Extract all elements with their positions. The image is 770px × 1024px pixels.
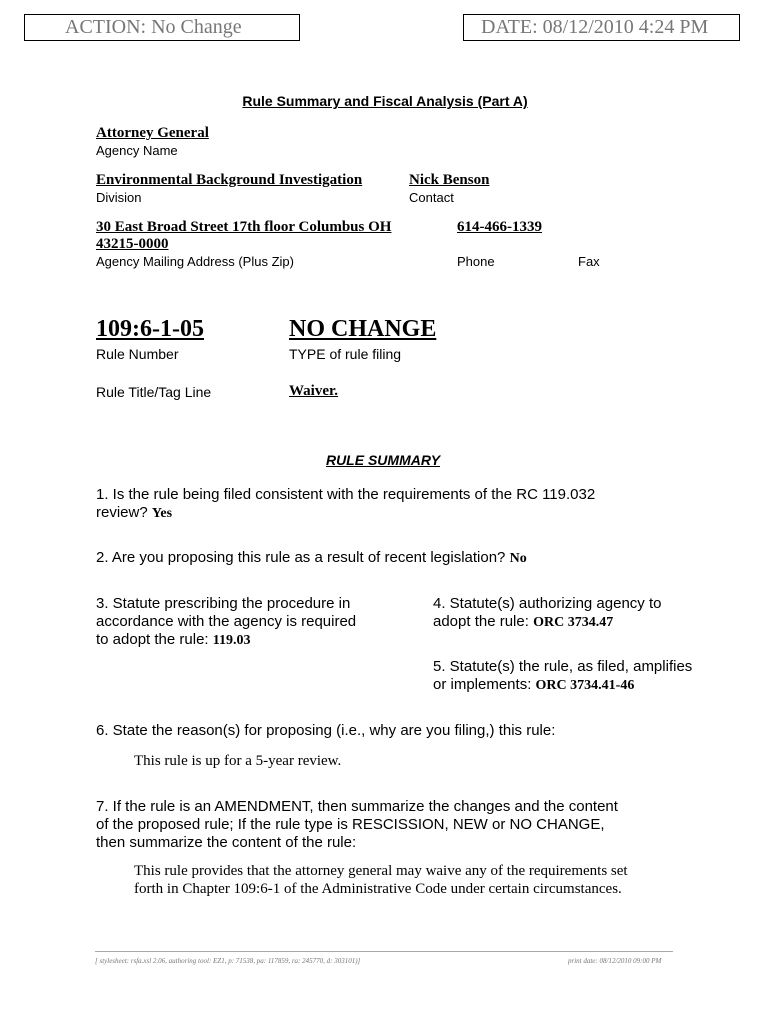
question-4-line-1: 4. Statute(s) authorizing agency to (433, 595, 662, 612)
rule-type-label: TYPE of rule filing (289, 346, 402, 362)
question-2 (96, 549, 527, 568)
address-line-1: 30 East Broad Street 17th floor Columbus OH (96, 219, 392, 235)
action-box (24, 14, 300, 41)
question-7-line-1: 7. If the rule is an AMENDMENT, then summarize the changes and the content (96, 798, 618, 815)
rule-number-value: 109:6-1-05 (96, 316, 204, 342)
rule-number-label: Rule Number (96, 346, 179, 362)
question-5-answer: ORC 3734.41-46 (535, 678, 635, 693)
question-3-answer: 119.03 (212, 633, 251, 648)
date-box (463, 14, 740, 41)
footer-stylesheet-info: [ stylesheet: rsfa.xsl 2.06, authoring tool: EZ1, p: 71538, pa: 117859, ra: 245770, d: 303101)] (95, 957, 361, 965)
question-3-line-1: 3. Statute prescribing the procedure in (96, 595, 351, 612)
agency-name-value: Attorney General (96, 125, 209, 141)
document-title: Rule Summary and Fiscal Analysis (Part A) (242, 93, 528, 109)
question-4 (433, 595, 661, 632)
phone-label: Phone (457, 254, 495, 269)
question-7 (96, 798, 618, 852)
footer-divider (95, 951, 673, 952)
question-5-line-2: or implements: (433, 676, 532, 693)
action-text: ACTION: No Change (65, 16, 242, 38)
rule-type-value: NO CHANGE (289, 316, 437, 342)
question-2-answer: No (509, 551, 527, 566)
question-1-line-1: 1. Is the rule being filed consistent with the requirements of the RC 119.032 (96, 486, 596, 503)
agency-name-label: Agency Name (96, 143, 178, 158)
address-line-2: 43215-0000 (96, 236, 169, 252)
date-text: DATE: 08/12/2010 4:24 PM (481, 16, 709, 38)
question-6-answer: This rule is up for a 5-year review. (134, 753, 342, 769)
question-5-line-1: 5. Statute(s) the rule, as filed, amplifies (433, 658, 693, 675)
question-1-answer: Yes (151, 506, 173, 521)
mailing-address-value (96, 219, 391, 253)
question-3-line-3: to adopt the rule: (96, 631, 209, 648)
question-6-text: 6. State the reason(s) for proposing (i.e., why are you filing,) this rule: (96, 722, 556, 739)
footer-print-date: print date: 08/12/2010 09:00 PM (568, 957, 662, 965)
rule-title-label: Rule Title/Tag Line (96, 384, 212, 400)
question-3-line-2: accordance with the agency is required (96, 613, 357, 630)
question-1-line-2: review? (96, 504, 148, 521)
question-1 (96, 486, 595, 523)
rule-summary-heading: RULE SUMMARY (325, 452, 441, 468)
question-4-answer: ORC 3734.47 (533, 615, 614, 630)
question-5 (433, 658, 692, 695)
contact-label: Contact (409, 190, 454, 205)
rule-title-value: Waiver. (289, 383, 339, 399)
division-label: Division (96, 190, 142, 205)
contact-value: Nick Benson (409, 172, 490, 188)
mailing-address-label: Agency Mailing Address (Plus Zip) (96, 254, 294, 269)
division-value: Environmental Background Investigation (96, 172, 363, 188)
question-7-line-3: then summarize the content of the rule: (96, 834, 357, 851)
question-7-answer-line-2: forth in Chapter 109:6-1 of the Administrative Code under certain circumstances. (134, 881, 622, 897)
phone-value: 614-466-1339 (457, 219, 542, 235)
question-3 (96, 595, 356, 650)
question-4-line-2: adopt the rule: (433, 613, 529, 630)
question-7-line-2: of the proposed rule; If the rule type is RESCISSION, NEW or NO CHANGE, (96, 816, 605, 833)
fax-label: Fax (578, 254, 600, 269)
question-7-answer-line-1: This rule provides that the attorney general may waive any of the requirements set (134, 863, 628, 879)
question-7-answer (134, 862, 628, 898)
question-2-text: 2. Are you proposing this rule as a result of recent legislation? (96, 549, 506, 566)
